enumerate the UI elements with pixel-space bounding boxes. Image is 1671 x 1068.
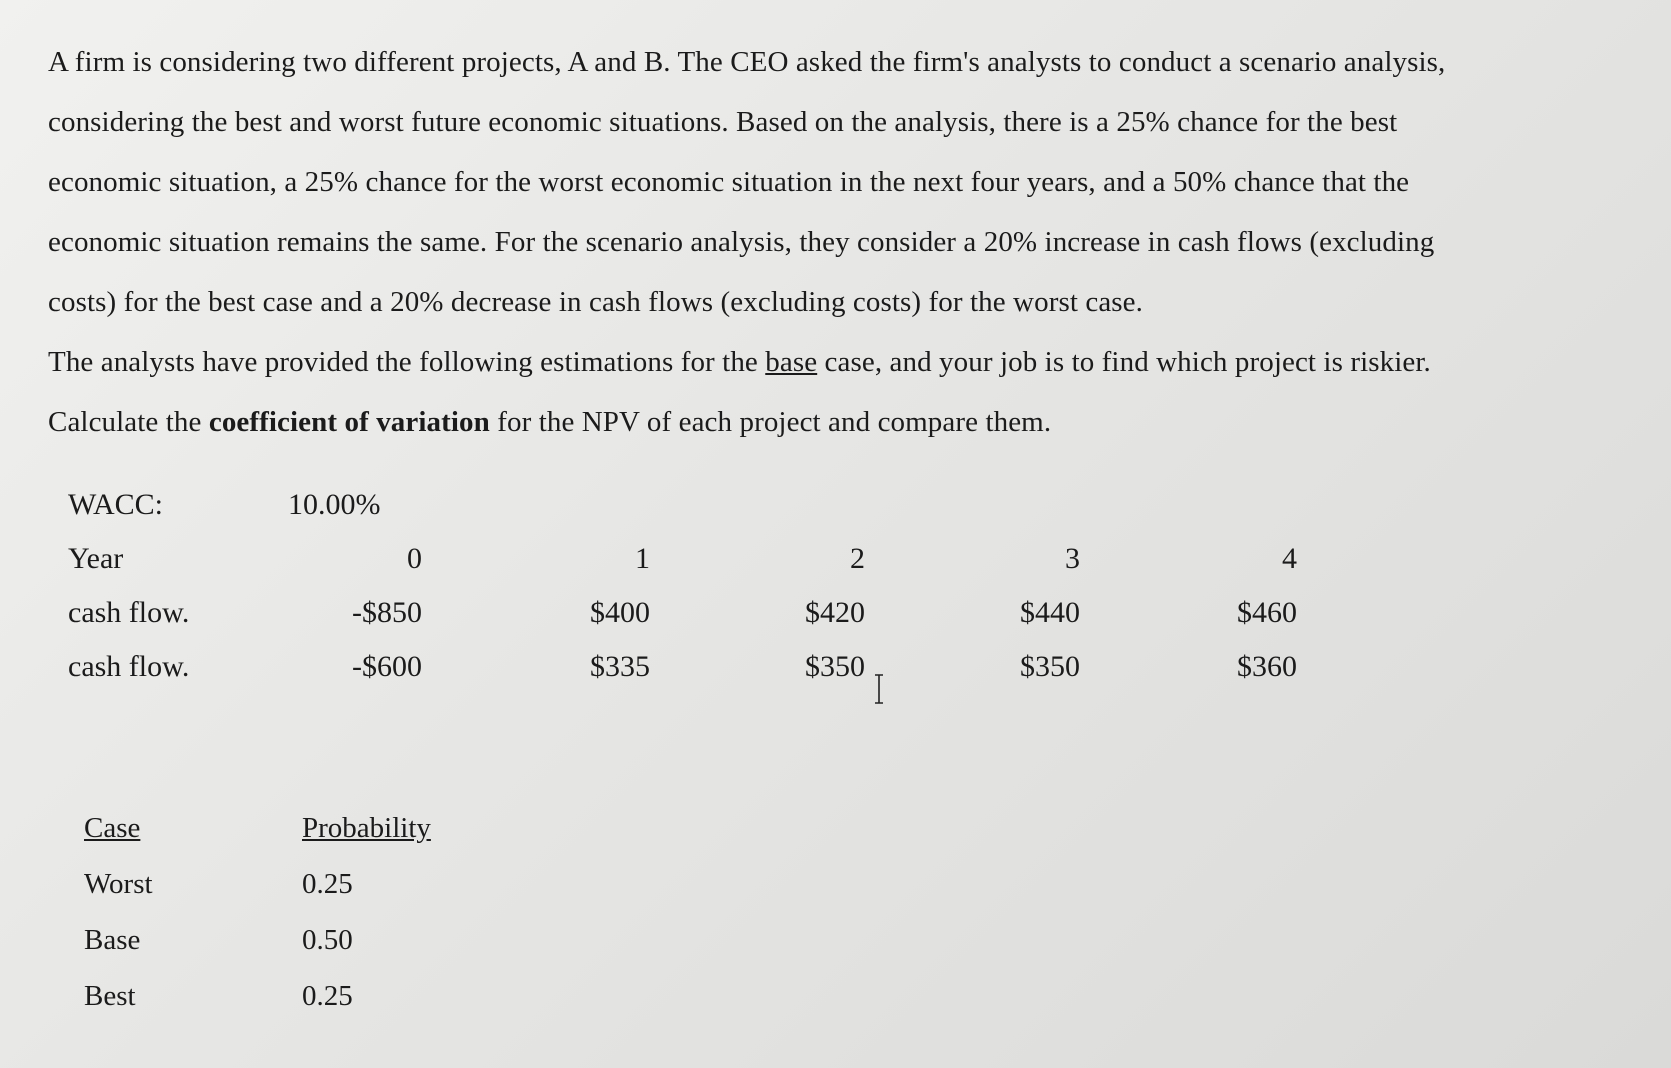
cash-flow-a-year-2: $420 [805,596,865,629]
problem-line-5: costs) for the best case and a 20% decrease in cash flows (excluding costs) for the worst case. [48,286,1144,318]
problem-line-4: economic situation remains the same. For the scenario analysis, they consider a 20% increase in cash flows (excluding [48,226,1435,258]
cash-flow-label-b: cash flow. [68,650,190,683]
case-best: Best [84,980,136,1012]
problem-line-1: A firm is considering two different projects, A and B. The CEO asked the firm's analysts to conduct a scenario analysis, [48,46,1446,78]
scenario-row-base [0,924,1671,964]
cash-flow-b-year-3: $350 [1020,650,1080,683]
cash-flow-row-b [0,650,1671,690]
year-1: 1 [635,542,650,575]
problem-line-2: considering the best and worst future economic situations. Based on the analysis, there is a 25% chance for the best [48,106,1398,138]
wacc-row [0,488,1671,528]
problem-line-6-end: case, and your job is to find which project is riskier. [817,346,1431,378]
scenario-row-best [0,980,1671,1020]
problem-line-7 [48,392,1648,452]
cash-flow-b-year-4: $360 [1237,650,1297,683]
text-cursor-icon [874,674,884,704]
probability-header: Probability [302,812,431,844]
problem-line-7-end: for the NPV of each project and compare them. [489,406,1052,438]
coefficient-of-variation-bold: coefficient of variation [208,406,490,438]
problem-line-3: economic situation, a 25% chance for the worst economic situation in the next four years, and a 50% chance that the [48,166,1410,198]
scenario-row-worst [0,868,1671,908]
year-0: 0 [407,542,422,575]
wacc-label: WACC: [68,488,164,521]
wacc-value: 10.00% [288,488,381,521]
year-row [0,542,1671,582]
scenario-header-row [0,812,1671,852]
problem-line-6 [48,332,1648,392]
base-underlined: base [765,346,818,378]
cash-flow-a-year-1: $400 [590,596,650,629]
prob-worst: 0.25 [302,868,353,900]
cash-flow-label-a: cash flow. [68,596,190,629]
problem-line-6-start: The analysts have provided the following estimations for the [48,346,766,378]
cash-flow-b-year-2: $350 [805,650,865,683]
cash-flow-a-year-3: $440 [1020,596,1080,629]
case-base: Base [84,924,141,956]
year-label: Year [68,542,124,575]
year-3: 3 [1065,542,1080,575]
problem-statement [48,32,1648,452]
case-worst: Worst [84,868,153,900]
year-2: 2 [850,542,865,575]
cash-flow-row-a [0,596,1671,636]
case-header: Case [84,812,141,844]
year-4: 4 [1282,542,1297,575]
problem-line-7-start: Calculate the [48,406,209,438]
cash-flow-b-year-1: $335 [590,650,650,683]
cash-flow-a-year-0: -$850 [352,596,422,629]
prob-base: 0.50 [302,924,353,956]
cash-flow-b-year-0: -$600 [352,650,422,683]
prob-best: 0.25 [302,980,353,1012]
cash-flow-a-year-4: $460 [1237,596,1297,629]
